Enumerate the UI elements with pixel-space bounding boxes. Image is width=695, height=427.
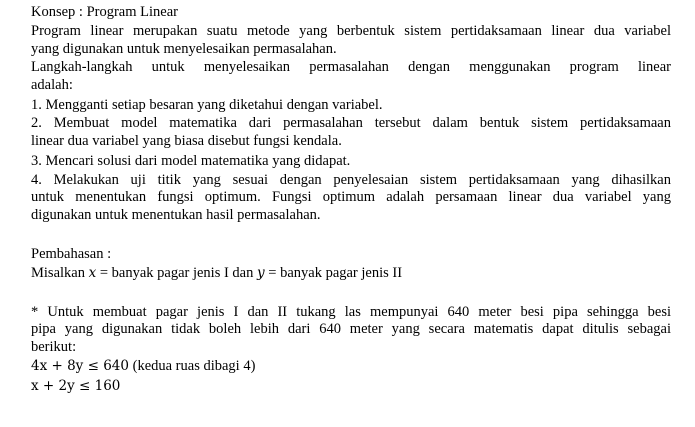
point-line: berikut:: [31, 338, 77, 355]
blank-line: [31, 284, 671, 304]
equation-expression: x + 2y ≤ 160: [31, 377, 121, 394]
konsep-title: Konsep : Program Linear: [31, 4, 178, 20]
equation-line: [31, 377, 671, 397]
misalkan-line: [31, 264, 671, 284]
pembahasan-title: Pembahasan :: [31, 245, 112, 262]
konsep-paragraph-line: yang digunakan untuk menyelesaikan permasalahan.: [31, 40, 337, 57]
equation-line: [31, 357, 671, 377]
konsep-paragraph-line: Program linear merupakan suatu metode yang berbentuk sistem pertidaksamaan linear dua variabel: [31, 22, 671, 39]
step-line: digunakan untuk menentukan hasil permasalahan.: [31, 206, 321, 223]
variable-x: x: [88, 265, 97, 282]
misalkan-mid: = banyak pagar jenis I dan: [96, 265, 257, 282]
point-line: pipa yang digunakan tidak boleh lebih dari 640 meter yang secara matematis dapat ditulis sebagai: [31, 320, 671, 337]
langkah-intro-line: adalah:: [31, 77, 73, 94]
step-line: 2. Membuat model matematika dari permasalahan tersebut dalam bentuk sistem pertidaksamaan: [31, 115, 671, 132]
misalkan-prefix: Misalkan: [31, 265, 89, 282]
step-line: 4. Melakukan uji titik yang sesuai dengan penyelesaian sistem pertidaksamaan yang dihasilkan: [31, 171, 671, 188]
step-line: linear dua variabel yang biasa disebut fungsi kendala.: [31, 133, 342, 150]
langkah-intro-line: Langkah-langkah untuk menyelesaikan permasalahan dengan menggunakan program linear: [31, 59, 671, 76]
variable-y: y: [257, 265, 265, 282]
point-line: * Untuk membuat pagar jenis I dan II tukang las mempunyai 640 meter besi pipa sehingga besi: [31, 303, 671, 320]
step-line: 1. Mengganti setiap besaran yang diketahui dengan variabel.: [31, 96, 383, 113]
misalkan-end: = banyak pagar jenis II: [264, 265, 403, 282]
blank-line: [31, 225, 671, 245]
equation-note: (kedua ruas dibagi 4): [128, 358, 256, 375]
step-line: untuk menentukan fungsi optimum. Fungsi optimum adalah persamaan linear dua variabel yang: [31, 188, 671, 205]
equation-expression: 4x + 8y ≤ 640: [31, 358, 129, 375]
step-line: 3. Mencari solusi dari model matematika yang didapat.: [31, 152, 351, 169]
